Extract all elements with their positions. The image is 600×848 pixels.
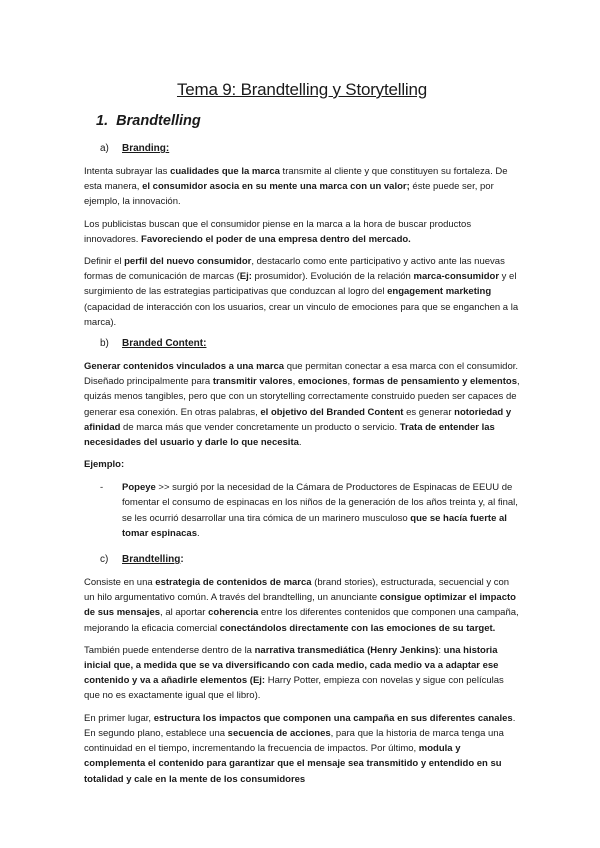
bold-run: estructura los impactos que componen una campaña en sus diferentes canales — [153, 712, 513, 724]
bold-run: estrategia de contenidos de marca — [155, 577, 312, 589]
text-run: Definir el — [84, 256, 125, 268]
bold-run: engagement marketing — [387, 286, 492, 298]
paragraph-brandtelling-1 — [84, 575, 520, 636]
paragraph-branding-3 — [84, 254, 520, 330]
bold-run: emociones — [297, 376, 348, 388]
text-run: : — [438, 644, 444, 656]
bold-run: conectándolos directamente con las emociones de su target. — [219, 622, 496, 634]
subheading-label: Branded Content: — [122, 338, 207, 350]
example-title: Ejemplo: — [84, 459, 125, 471]
text-run: Harry Potter, empieza con novelas y sigue con películas que no es exactamente igual que el libro). — [84, 675, 504, 702]
text-run: (brand stories), estructurada, secuencial y con un hilo argumentativo común. A través del brandtelling, un anunciante — [84, 577, 510, 604]
paragraph-branded-content — [84, 359, 520, 450]
text-run: transmite al cliente y que constituyen su fortaleza. De esta manera, — [84, 166, 508, 193]
bold-run: Generar contenidos vinculados a una marca — [84, 361, 285, 373]
bold-run: Favoreciendo el poder de una empresa dentro del mercado. — [141, 233, 411, 245]
paragraph-branding-2 — [84, 217, 520, 247]
bold-run: narrativa transmediática (Henry Jenkins) — [254, 644, 439, 656]
section-label: Brandtelling — [116, 113, 201, 129]
text-run: >> surgió por la necesidad de la Cámara de Productores de Espinacas de EEUU de fomentar el consumo de espinacas en los niños de la generación de los años treinta y, al final, se les ocurrió desarrollar una tira cómica de un marinero musculoso — [122, 482, 518, 524]
text-run: entre los diferentes contenidos que componen una campaña, mejorando la eficacia comercial — [84, 607, 519, 634]
text-run: prosumidor). Evolución de la relación — [251, 271, 414, 283]
paragraph-brandtelling-2 — [84, 643, 520, 704]
bold-run: el consumidor asocia en su mente una marca con un valor; — [142, 181, 410, 193]
subheading-letter: a) — [100, 143, 109, 154]
text-run: . — [298, 437, 302, 449]
bold-run: notoriedad y afinidad — [84, 406, 512, 433]
text-run: También puede entenderse dentro de la — [84, 644, 255, 656]
text-run: que permitan conectar a esa marca con el consumidor. Diseñado principalmente para — [84, 361, 519, 388]
text-run: , para que la historia de marca tenga una continuidad en el tiempo, incrementando la frecuencia de impactos. Por último, — [84, 727, 504, 755]
subheading-label: Brandtelling — [122, 554, 181, 566]
bullet-dash: - — [100, 482, 104, 494]
text-run: éste puede ser, por ejemplo, la innovación. — [84, 181, 494, 208]
subheading-colon: : — [180, 554, 184, 566]
text-run: , destacarlo como ente participativo y activo ante las nuevas formas de comunicación de marcas ( — [84, 256, 505, 283]
bold-run: Popeye — [122, 482, 156, 494]
text-run: , quizás menos tangibles, pero que con un storytelling correctamente construido pueden ser capaces de generar esa conexión. En otras palabras, — [84, 376, 520, 418]
page-title: Tema 9: Brandtelling y Storytelling — [176, 80, 428, 99]
text-run: En primer lugar, — [84, 712, 154, 724]
section-heading-brandtelling — [96, 112, 520, 130]
bold-run: marca-consumidor — [413, 271, 500, 283]
subheading-brandtelling — [100, 553, 520, 566]
subheading-label: Branding: — [122, 143, 170, 154]
bold-run: el objetivo del Branded Content — [260, 406, 404, 418]
text-run: es generar — [403, 406, 455, 418]
text-run: y el surgimiento de las estrategias participativas que conduzcan al logro del — [84, 271, 517, 298]
bold-run: modula y complementa el contenido para garantizar que el mensaje sea transmitido y entendido en su totalidad y cale en la mente de los consumidores — [84, 743, 502, 785]
bold-run: cualidades que la marca — [170, 166, 280, 177]
bold-run: formas de pensamiento y elementos — [352, 376, 517, 388]
bold-run: Ej: — [239, 271, 252, 283]
bold-run: coherencia — [208, 607, 259, 619]
section-number: 1. — [96, 113, 109, 129]
bold-run: Trata de entender las necesidades del usuario y darle lo que necesita — [84, 421, 495, 449]
text-run: Consiste en una — [84, 577, 156, 589]
bold-run: secuencia de acciones — [227, 727, 331, 739]
subheading-letter: c) — [100, 554, 109, 566]
paragraph-branding-1 — [84, 164, 520, 210]
bold-run: transmitir valores — [212, 376, 293, 388]
text-run: , — [292, 376, 298, 388]
text-run: Intenta subrayar las — [84, 166, 171, 177]
bold-run: consigue optimizar el impacto de sus mensajes — [84, 592, 516, 619]
text-run: (capacidad de interacción con los usuarios, crear un vinculo de emociones para que se enganchen a la marca). — [84, 301, 519, 328]
text-run: . — [196, 527, 200, 539]
text-run: , — [347, 376, 353, 388]
text-run: de marca más que vender concretamente un producto o servicio. — [120, 421, 400, 433]
bold-run: una historia inicial que, a medida que se va diversificando con cada medio, cada medio va a adaptar ese contenido y va a añadirle elementos (Ej: — [84, 644, 499, 687]
example-bullet — [100, 480, 520, 541]
subheading-branded-content — [100, 337, 520, 350]
subheading-letter: b) — [100, 338, 109, 350]
text-run: , al aportar — [160, 607, 209, 619]
text-run: Los publicistas buscan que el consumidor piense en la marca a la hora de buscar productos innovadores. — [84, 218, 472, 245]
bullet-text — [122, 480, 520, 541]
subheading-branding — [100, 142, 520, 155]
bold-run: perfil del nuevo consumidor — [124, 256, 252, 268]
paragraph-brandtelling-3 — [84, 711, 520, 787]
bold-run: que se hacía fuerte al tomar espinacas — [122, 512, 507, 539]
text-run: . En segundo plano, establece una — [84, 712, 516, 739]
